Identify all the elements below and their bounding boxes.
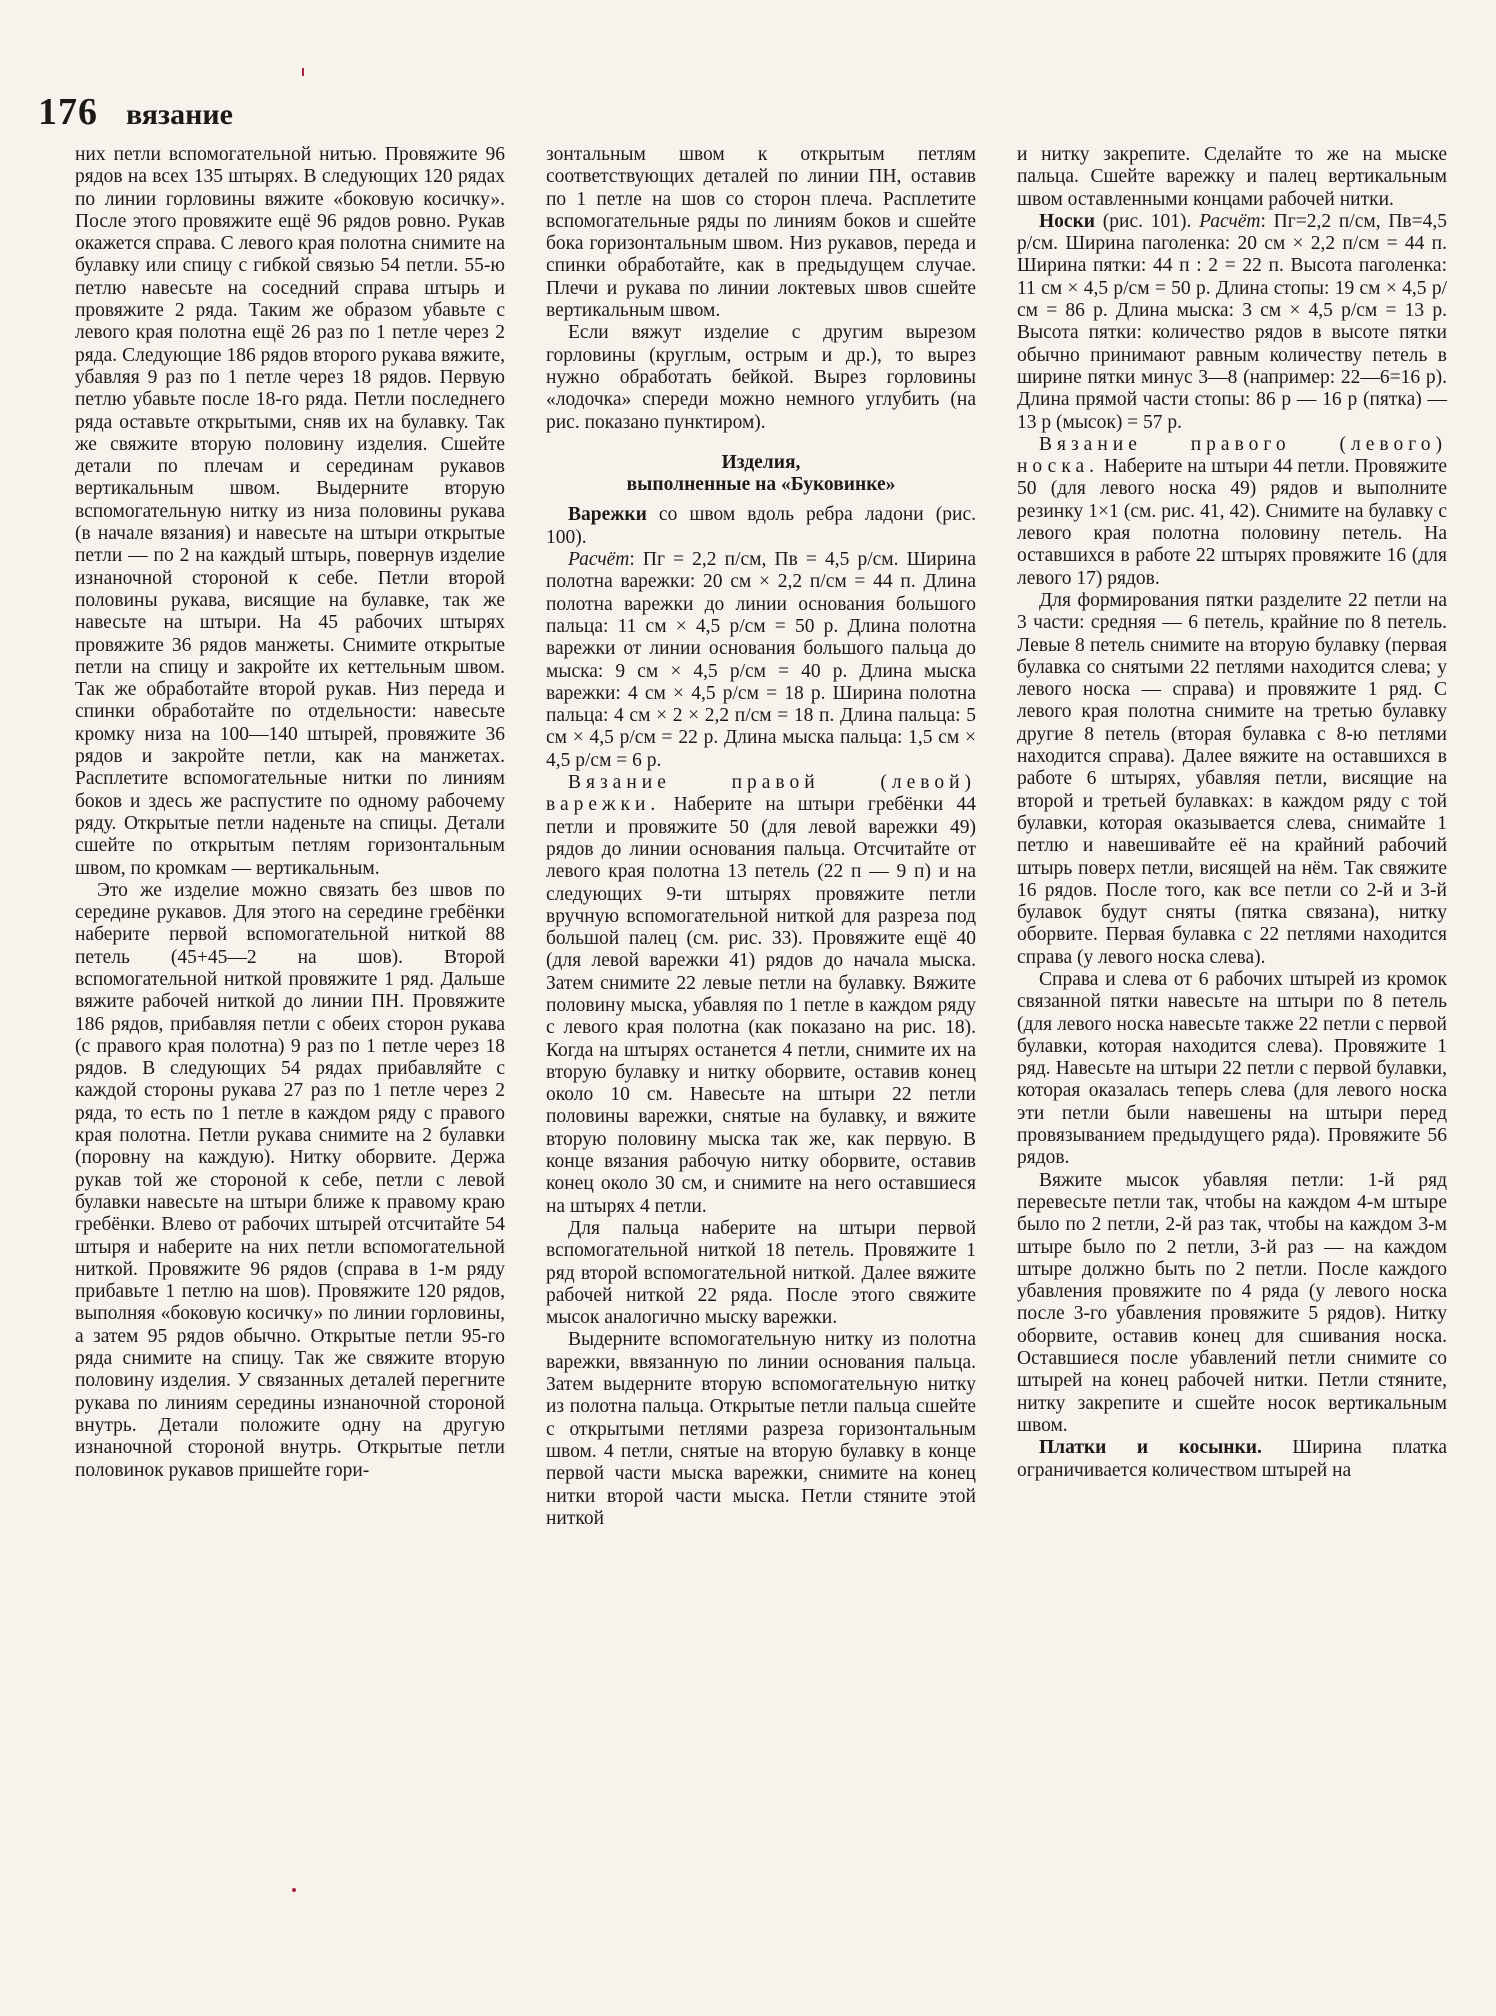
section-title: вязание xyxy=(126,98,233,131)
paragraph: Выдерните вспомогательную нитку из полотна варежки, ввязанную по линии основания пальца. Затем выдерните вторую вспомогательную нитку из полотна пальца. Открытые петли пальца сшейте с открытыми петлями разреза горизонтальным швом. 4 петли, снятые на вторую булавку в конце первой части мыска варежки, снимите на конец нитки второй части мыска. Петли стяните этой ниткой xyxy=(546,1329,976,1529)
calc-label: Расчёт xyxy=(568,549,630,571)
paragraph xyxy=(1017,1437,1447,1482)
section-heading xyxy=(546,452,976,497)
paragraph: Для формирования пятки разделите 22 петли на 3 части: средняя — 6 петель, крайние по 8 петель. Левые 8 петель снимите на вторую булавку (первая булавка со снятыми 22 петлями находится слева; у левого носка — справа) и провяжите 1 ряд. С левого края полотна снимите на третью булавку другие 8 петель (вторая булавка с 8-ю петлями находится справа). Далее вяжите на оставшихся в работе 6 штырях, убавляя петли, висящие на второй и третьей булавках: в каждом ряду с той булавки, которая оказывается слева, снимайте 1 петлю и навешивайте её на крайний рабочий штырь поверх петли, висящей на нём. Так свяжите 16 рядов. После того, как все петли со 2-й и 3-й булавок будут сняты (пятка связана), нитку оборвите. Первая булавка с 22 петлями находится справа (у левого носка слева). xyxy=(1017,589,1447,968)
heading-line: Изделия, xyxy=(721,451,801,473)
paragraph: Если вяжут изделие с другим вырезом горловины (круглым, острым и др.), то вырез нужно обработать бейкой. Вырез горловины «лодочка» спереди можно немного углубить (на рис. показано пунктиром). xyxy=(546,322,976,433)
paragraph: Вяжите мысок убавляя петли: 1-й ряд перевесьте петли так, чтобы на каждом 4-м штыре было по 2 петли, 2-й раз так, чтобы на каждом 3-м штыре было по 2 петли, 3-й раз — на каждом штыре должно быть по 2 петли. После каждого убавления провяжите по 4 ряда (у левого носка после 3-го убавления провяжите 5 рядов). Нитку оборвите, оставив конец для сшивания носка. Оставшиеся после убавлений петли снимите со штырей на конец рабочей нитки. Петли стяните, нитку закрепите и сшейте носок вертикальным швом. xyxy=(1017,1169,1447,1436)
column-1 xyxy=(75,144,505,1530)
calc-label: Расчёт xyxy=(1199,210,1261,232)
paragraph: них петли вспомогательной нитью. Провяжите 96 рядов на всех 135 штырях. В следующих 120 рядах по линии горловины вяжите «боковую косичку». После этого провяжите ещё 96 рядов ровно. Рукав окажется справа. С левого края полотна снимите на булавку или спицу с гибкой связью 54 петли. 55-ю петлю навесьте на соседний справа штырь и провяжите 2 ряда. Таким же образом убавьте с левого края полотна ещё 26 раз по 1 петле через 2 ряда. Следующие 186 рядов второго рукава вяжите, убавляя 9 раз по 1 петле через 18 рядов. Первую петлю убавьте после 18-го ряда. Петли последнего ряда оставьте открытыми, сняв их на булавку. Так же свяжите вторую половину изделия. Сшейте детали по плечам и серединам рукавов вертикальным швом. Выдерните вторую вспомогательную нитку из низа половины рукава (в начале вязания) и навесьте на штыри открытые петли — по 2 на каждый штырь, повернув изделие изнаночной стороной к себе. Петли второй половины рукава, висящие на булавке, так же навесьте на штыри. На 45 рабочих штырях провяжите 36 рядов манжеты. Снимите открытые петли на спицу и закройте их кеттельным швом. Так же обработайте второй рукав. Низ переда и спинки обработайте по отдельности: навесьте кромку низа на 100—140 штырей, провяжите 36 рядов и закройте петли, как на манжетах. Расплетите вспомогательные нитки по линиям боков и здесь же распустите по одному рабочему ряду. Открытые петли наденьте на спицы. Детали сшейте по открытым петлям горизонтальным швом, по кромкам — вертикальным. xyxy=(75,144,505,879)
paragraph-text: Наберите на штыри гребёнки 44 петли и провяжите 50 (для левой варежки 49) рядов до линии основания пальца. Отсчитайте от левого края полотна 13 петель (22 п — 9 п) и на следующих 9-ти штырях провяжите петли вручную вспомогательной ниткой для разреза под большой палец (см. рис. 33). Провяжите ещё 40 (для левой варежки 41) рядов до начала мыска. Затем снимите 22 левые петли на булавку. Вяжите половину мыска, убавляя по 1 петле в каждом ряду с левого края полотна (как показано на рис. 18). Когда на штырях останется 4 петли, снимите их на вторую булавку и нитку оборвите, оставив конец около 10 см. Навесьте на штыри 22 петли половины варежки, снятые на булавку, и вяжите вторую половину мыска так же, как первую. В конце вязания рабочую нитку оборвите, оставив конец около 30 см, и снимите на него оставшиеся на штырях 4 петли. xyxy=(546,794,976,1217)
paragraph-text: : Пг = 2,2 п/см, Пв = 4,5 р/см. Ширина полотна варежки: 20 см × 2,2 п/см = 44 п. Длина полотна варежки до линии основания большого пальца: 11 см × 4,5 р/см = 50 р. Длина полотна варежки от линии основания большого пальца до мыска: 9 см × 4,5 р/см = 40 р. Длина мыска варежки: 4 см × 4,5 р/см = 18 р. Ширина полотна пальца: 4 см × 2 × 2,2 п/см = 18 п. Длина пальца: 5 см × 4,5 р/см = 22 р. Длина мыска пальца: 1,5 см × 4,5 р/см = 6 р. xyxy=(546,549,976,771)
paragraph xyxy=(1017,434,1447,590)
spaced-label: Вязание правого (левого) носка. xyxy=(1017,433,1447,478)
paragraph-text: со швом вдоль ребра ладони (рис. 100). xyxy=(546,504,976,548)
page-header xyxy=(38,90,233,134)
paragraph: Для пальца наберите на штыри первой вспомогательной ниткой 18 петель. Провяжите 1 ряд второй вспомогательной ниткой. Далее вяжите рабочей ниткой 22 ряда. После этого свяжите мысок аналогично мыску варежки. xyxy=(546,1217,976,1329)
margin-dot xyxy=(292,1888,296,1892)
item-title: Носки xyxy=(1039,210,1096,232)
column-2 xyxy=(546,144,976,1530)
paragraph xyxy=(546,772,976,1218)
paragraph xyxy=(546,504,976,549)
heading-line: выполненные на «Буковинке» xyxy=(626,474,896,496)
paragraph: и нитку закрепите. Сделайте то же на мыске пальца. Сшейте варежку и палец вертикальным швом оставленными концами рабочей нитки. xyxy=(1017,144,1447,210)
margin-mark xyxy=(302,68,304,76)
item-title: Платки и косынки. xyxy=(1039,1437,1262,1459)
paragraph-text: (рис. 101). xyxy=(1095,210,1200,232)
paragraph: Это же изделие можно связать без швов по середине рукавов. Для этого на середине гребёнки наберите первой вспомогательной ниткой 88 петель (45+45—2 на шов). Второй вспомогательной ниткой провяжите 1 ряд. Дальше вяжите рабочей ниткой до линии ПН. Провяжите 186 рядов, прибавляя петли с обеих сторон рукава (с правого края полотна) 9 раз по 1 петле через 18 рядов. В следующих 54 рядах прибавляйте с каждой стороны рукава 27 раз по 1 петле через 2 ряда, то есть по 1 петле в каждом ряду с правого края полотна. Петли рукава снимите на 2 булавки (поровну на каждую). Нитку оборвите. Держа рукав той же стороной к себе, петли с левой булавки навесьте на штыри ближе к правому краю гребёнки. Влево от рабочих штырей отсчитайте 54 штыря и наберите на них петли вспомогательной ниткой. Провяжите 96 рядов (справа в 1-м ряду прибавьте 1 петлю на шов). Провяжите 120 рядов, выполняя «боковую косичку» по линии горловины, а затем 95 рядов обычно. Открытые петли 95-го ряда снимите на спицу. Так же свяжите вторую половину изделия. У связанных деталей перегните рукава по линиям середины изнаночной стороной внутрь. Детали положите одну на другую изнаночной стороной внутрь. Открытые петли половинок рукавов пришейте гори- xyxy=(75,879,505,1481)
paragraph-text: Наберите на штыри 44 петли. Провяжите 50 (для левого носка 49) рядов и выполните резинку 1×1 (см. рис. 41, 42). Снимите на булавку с левого края полотна половину петель. На оставшихся в работе 22 штырях провяжите 16 (для левого 17) рядов. xyxy=(1017,456,1447,589)
page-number: 176 xyxy=(38,91,98,133)
paragraph-text: Ширина платка ограничивается количеством штырей на xyxy=(1017,1437,1448,1481)
column-3 xyxy=(1017,144,1447,1530)
text-columns xyxy=(75,144,1447,1530)
paragraph-text: : Пг=2,2 п/см, Пв=4,5 р/см. Ширина паголенка: 20 см × 2,2 п/см = 44 п. Ширина пятки: 44 п : 2 = 22 п. Высота паголенка: 11 см × 4,5 р/см = 50 р. Длина стопы: 19 см × 4,5 р/см = 86 р. Длина мыска: 3 см × 4,5 р/см = 13 р. Высота пятки: количество рядов в высоте пятки обычно принимают равным количеству петель в ширине пятки минус 3—8 (например: 22—6=16 р). Длина прямой части стопы: 86 р — 16 р (пятка) — 13 р (мысок) = 57 р. xyxy=(1017,210,1447,433)
paragraph xyxy=(1017,211,1447,434)
paragraph: Справа и слева от 6 рабочих штырей из кромок связанной пятки навесьте на штыри по 8 петель (для левого носка навесьте также 22 петли с первой булавки, которая находится слева). Провяжите 1 ряд. Навесьте на штыри 22 петли с первой булавки, которая оказалась теперь слева (для левого носка эти петли были навешены на штыри перед провязыванием предыдущего ряда). Провяжите 56 рядов. xyxy=(1017,968,1447,1169)
paragraph xyxy=(546,549,976,772)
spaced-label: Вязание правой (левой) варежки. xyxy=(546,772,976,816)
paragraph: зонтальным швом к открытым петлям соответствующих деталей по линии ПН, оставив по 1 петле на шов со сторон плеча. Расплетите вспомогательные ряды по линиям боков и сшейте бока горизонтальным швом. Низ рукавов, переда и спинки обработайте, как в предыдущем случае. Плечи и рукава по линии локтевых швов сшейте вертикальным швом. xyxy=(546,144,976,322)
item-title: Варежки xyxy=(568,504,647,526)
